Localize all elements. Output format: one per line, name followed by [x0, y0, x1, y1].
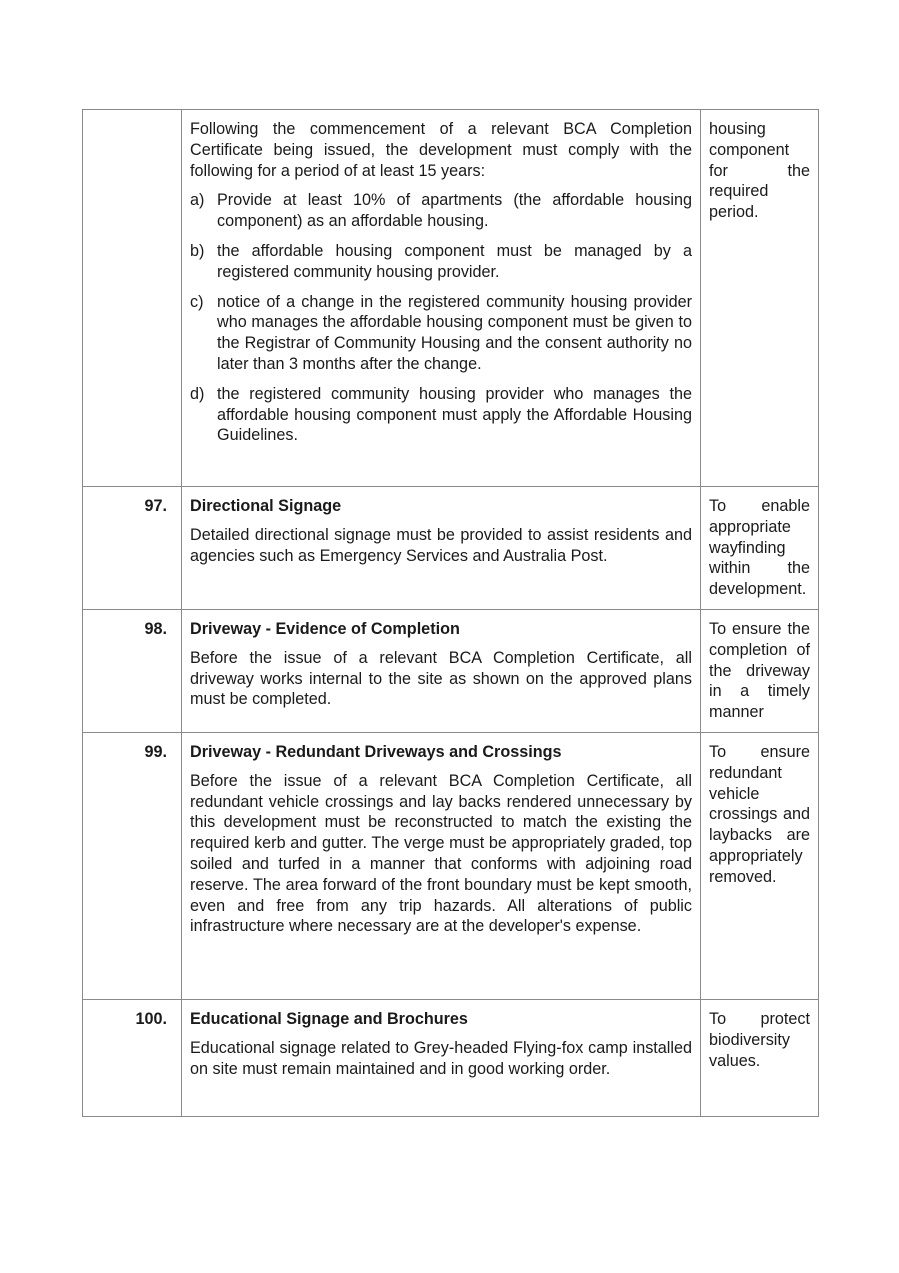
- table-row: [83, 487, 819, 610]
- condition-text: Before the issue of a relevant BCA Completion Certificate, all driveway works internal to the site as shown on the approved plans must be completed.: [190, 648, 692, 709]
- condition-text: Detailed directional signage must be provided to assist residents and agencies such as Emergency Services and Australia Post.: [190, 525, 692, 565]
- condition-heading: Driveway - Evidence of Completion: [190, 619, 460, 638]
- condition-intro: Following the commencement of a relevant BCA Completion Certificate being issued, the development must comply with the following for a period of at least 15 years:: [190, 120, 692, 180]
- list-item-text: notice of a change in the registered community housing provider who manages the affordable housing component must be given to the Registrar of Community Housing and the consent authority no later than 3 months after the change.: [217, 292, 692, 373]
- condition-list: [190, 190, 692, 446]
- condition-body: [182, 609, 701, 732]
- condition-reason: To ensure the completion of the driveway in a timely manner: [701, 609, 819, 732]
- list-marker: a): [190, 191, 205, 210]
- condition-number: 97.: [83, 487, 182, 610]
- table-row: [83, 609, 819, 732]
- condition-heading: Directional Signage: [190, 497, 342, 515]
- condition-number: [83, 110, 182, 487]
- list-item-text: Provide at least 10% of apartments (the affordable housing component) as an affordable housing.: [217, 191, 692, 231]
- list-item: [190, 190, 692, 232]
- condition-text: Before the issue of a relevant BCA Completion Certificate, all redundant vehicle crossings and lay backs rendered unnecessary by this development must be reconstructed to match the existing the required kerb and gutter. The verge must be appropriately graded, top soiled and turfed in a manner that conforms with adjoining road reserve. The area forward of the front boundary must be kept smooth, even and free from any trip hazards. All alterations of public infrastructure where necessary are at the developer's expense.: [190, 771, 692, 936]
- condition-reason: To enable appropriate wayfinding within the development.: [701, 487, 819, 610]
- condition-number: 99.: [83, 732, 182, 999]
- condition-heading: Driveway - Redundant Driveways and Crossings: [190, 742, 562, 761]
- list-item-text: the affordable housing component must be managed by a registered community housing provider.: [217, 241, 692, 281]
- condition-body: [182, 732, 701, 999]
- table-row: [83, 110, 819, 487]
- condition-body: [182, 999, 701, 1116]
- condition-body: [182, 487, 701, 610]
- list-marker: c): [190, 292, 204, 311]
- table-row: [83, 732, 819, 999]
- condition-reason: To ensure redundant vehicle crossings and laybacks are appropriately removed.: [701, 732, 819, 999]
- condition-number: 100.: [83, 999, 182, 1116]
- list-item-text: the registered community housing provider who manages the affordable housing component must apply the Affordable Housing Guidelines.: [217, 384, 692, 445]
- list-marker: b): [190, 241, 205, 260]
- table-row: [83, 999, 819, 1116]
- condition-heading: Educational Signage and Brochures: [190, 1009, 468, 1028]
- list-item: [190, 241, 692, 283]
- condition-reason: housing component for the required period.: [701, 110, 819, 487]
- list-item: [190, 384, 692, 446]
- condition-body: [182, 110, 701, 487]
- condition-reason: To protect biodiversity values.: [701, 999, 819, 1116]
- conditions-table: [82, 109, 819, 1117]
- condition-text: Educational signage related to Grey-headed Flying-fox camp installed on site must remain maintained and in good working order.: [190, 1038, 692, 1078]
- list-item: [190, 292, 692, 375]
- list-marker: d): [190, 384, 205, 403]
- condition-number: 98.: [83, 609, 182, 732]
